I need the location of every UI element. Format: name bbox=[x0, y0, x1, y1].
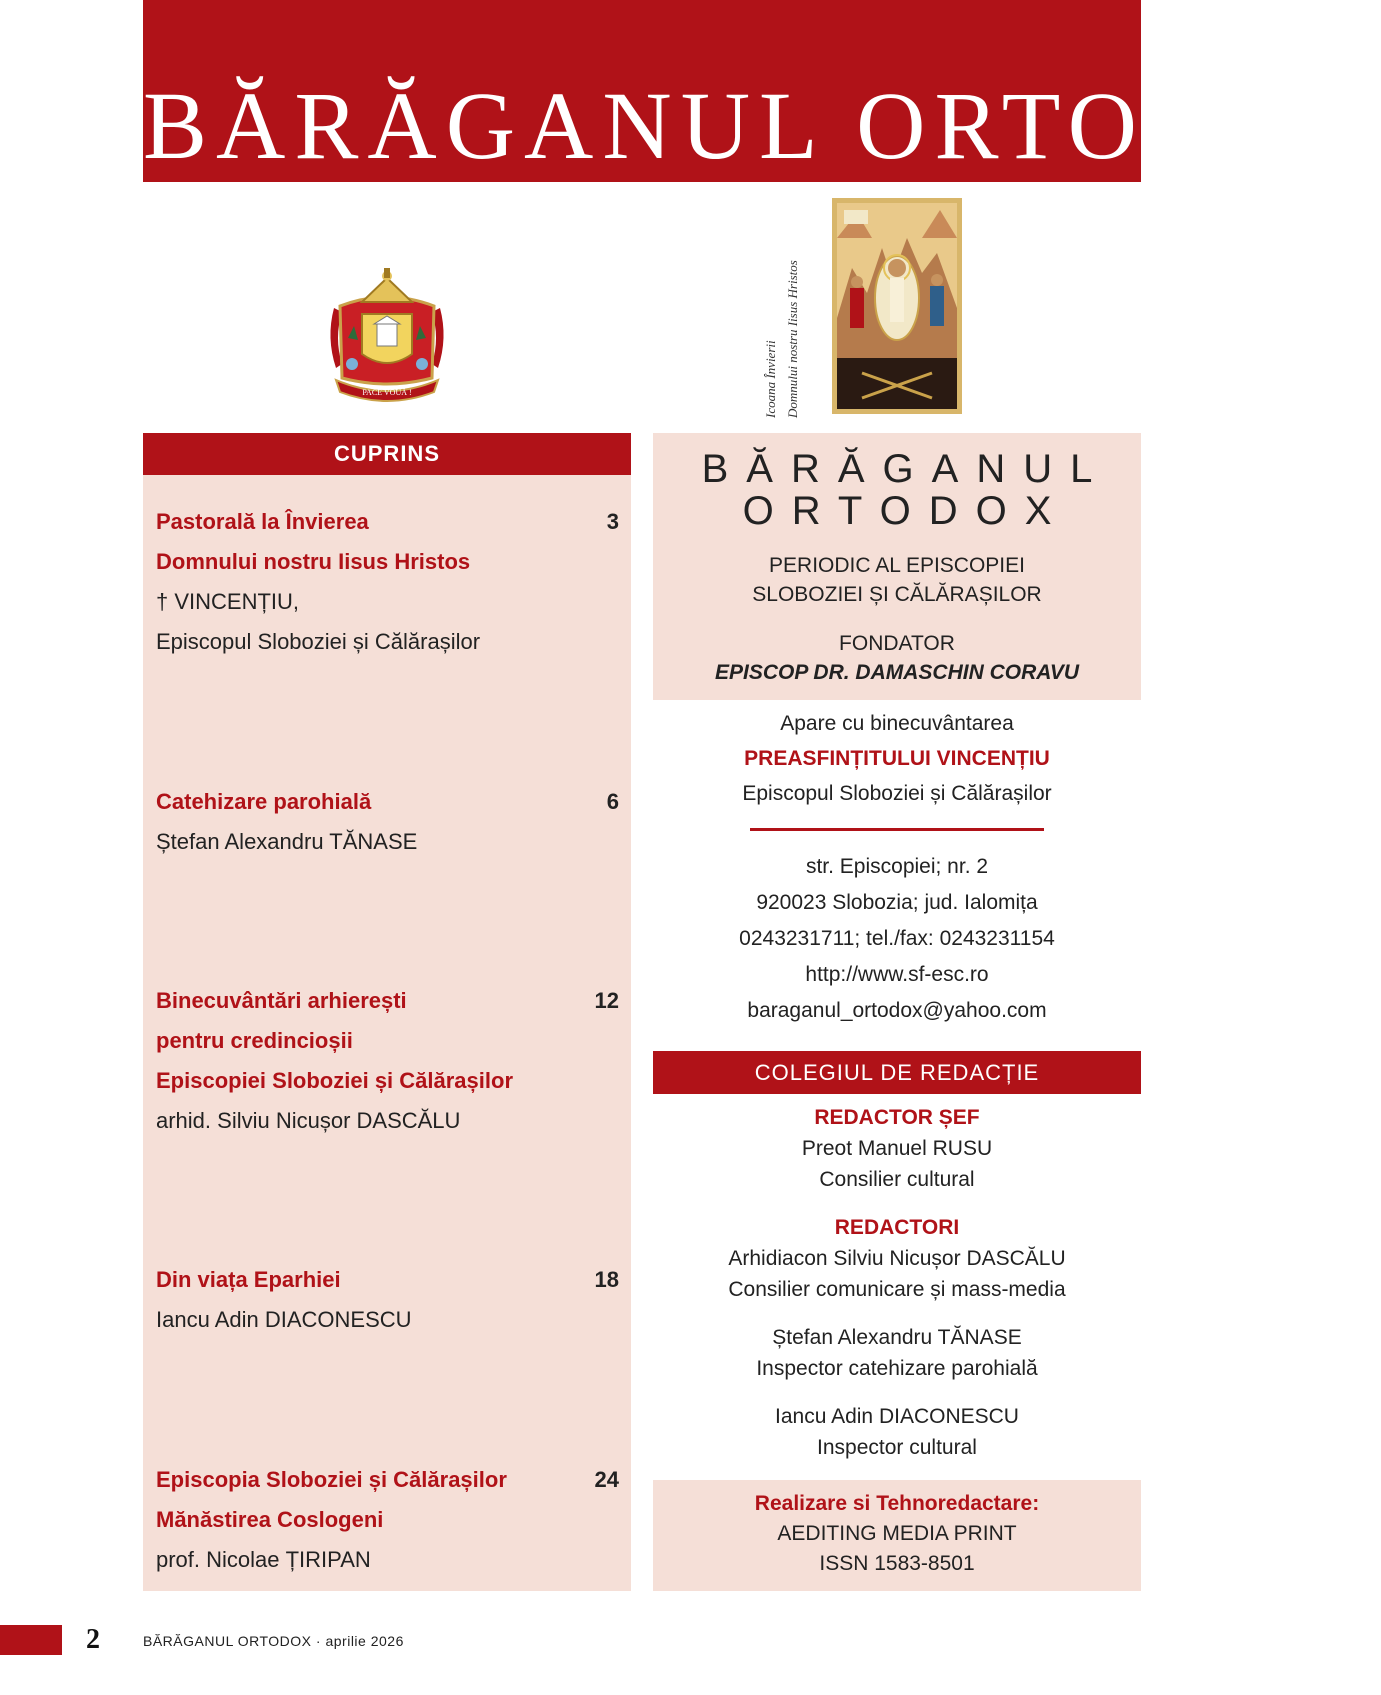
contact-phone: 0243231711; tel./fax: 0243231154 bbox=[739, 927, 1055, 950]
toc-entry-title: Domnului nostru Iisus Hristos bbox=[156, 549, 471, 574]
toc-entry[interactable] bbox=[156, 1260, 619, 1340]
blessing-line3: Episcopul Sloboziei și Călărașilor bbox=[742, 782, 1052, 805]
contact-city: 920023 Slobozia; jud. Ialomița bbox=[756, 891, 1038, 914]
editor-name: Ștefan Alexandru TĂNASE bbox=[772, 1326, 1022, 1349]
editorial-board-header: COLEGIUL DE REDACȚIE bbox=[653, 1051, 1141, 1094]
toc-entry[interactable] bbox=[156, 1460, 619, 1580]
chief-editor-name: Preot Manuel RUSU bbox=[801, 1137, 993, 1160]
toc-entry-title: Episcopiei Sloboziei și Călărașilor bbox=[156, 1068, 514, 1093]
footer-running-head bbox=[143, 1631, 404, 1651]
toc-entry-page: 18 bbox=[594, 1267, 619, 1292]
toc-entry-title: pentru credincioșii bbox=[156, 1028, 353, 1053]
resurrection-icon-image bbox=[832, 198, 962, 414]
publication-name-line1: BĂRĂGANUL bbox=[701, 447, 1111, 491]
periodic-line2: SLOBOZIEI ȘI CĂLĂRAȘILOR bbox=[752, 583, 1042, 606]
masthead-title: BĂRĂGANUL ORTODOX bbox=[143, 72, 1381, 179]
contact-email-link[interactable]: baraganul_ortodox@yahoo.com bbox=[747, 999, 1047, 1022]
episcopal-crest-icon bbox=[322, 268, 452, 408]
contact-street: str. Episcopiei; nr. 2 bbox=[805, 855, 989, 878]
editor-name: Iancu Adin DIACONESCU bbox=[775, 1405, 1019, 1428]
icon-caption-line2: Domnului nostru Iisus Hristos bbox=[785, 260, 800, 418]
footer-accent-bar bbox=[0, 1625, 62, 1655]
toc-entry[interactable] bbox=[156, 981, 619, 1141]
editor-role: Inspector cultural bbox=[817, 1436, 977, 1459]
masthead bbox=[143, 0, 1381, 182]
chief-editor-role: Consilier cultural bbox=[819, 1168, 975, 1191]
blessing-line1: Apare cu binecuvântarea bbox=[780, 712, 1014, 735]
blessing-line2: PREASFINȚITULUI VINCENȚIU bbox=[744, 747, 1050, 770]
periodic-line1: PERIODIC AL EPISCOPIEI bbox=[769, 554, 1025, 577]
toc-entry-author: prof. Nicolae ȚIRIPAN bbox=[156, 1547, 371, 1572]
founder-label: FONDATOR bbox=[839, 632, 955, 655]
credits-company: AEDITING MEDIA PRINT bbox=[777, 1522, 1017, 1545]
icon-caption-line1: Icoana Învierii bbox=[763, 340, 778, 418]
toc-entry-page: 6 bbox=[606, 789, 619, 814]
toc-entry[interactable] bbox=[156, 502, 619, 662]
toc-entry-title: Din viața Eparhiei bbox=[156, 1267, 341, 1292]
toc-entry-title: Episcopia Sloboziei și Călărașilor bbox=[156, 1467, 507, 1492]
contact-website-link[interactable]: http://www.sf-esc.ro bbox=[805, 963, 989, 986]
credits-box bbox=[653, 1480, 1141, 1591]
chief-editor-label: REDACTOR ȘEF bbox=[814, 1106, 980, 1129]
credits-label: Realizare si Tehnoredactare: bbox=[754, 1492, 1040, 1515]
toc-entry-title: Catehizare parohială bbox=[156, 789, 372, 814]
toc-entry-page: 3 bbox=[606, 509, 619, 534]
icon-caption bbox=[763, 222, 813, 418]
crest-motto: PACE VOUĂ ! bbox=[362, 388, 412, 397]
publication-name-line2: ORTODOX bbox=[742, 489, 1070, 533]
toc-entry-author: arhid. Silviu Nicușor DASCĂLU bbox=[156, 1108, 461, 1133]
toc-entry-title: Binecuvântări arhierești bbox=[156, 988, 407, 1013]
editor-role: Inspector catehizare parohială bbox=[756, 1357, 1038, 1380]
credits-issn: ISSN 1583-8501 bbox=[819, 1552, 975, 1575]
table-of-contents bbox=[143, 475, 631, 1591]
divider bbox=[750, 828, 1044, 831]
footer-publication: BĂRĂGANUL ORTODOX bbox=[143, 1633, 312, 1649]
toc-entry-author: † VINCENȚIU, bbox=[156, 589, 300, 614]
toc-entry-author: Iancu Adin DIACONESCU bbox=[156, 1307, 412, 1332]
toc-entry-author: Ștefan Alexandru TĂNASE bbox=[156, 829, 418, 854]
footer-issue: aprilie 2026 bbox=[325, 1633, 404, 1649]
editors-label: REDACTORI bbox=[834, 1216, 960, 1239]
page-number: 2 bbox=[86, 1624, 100, 1655]
toc-entry-title: Mănăstirea Coslogeni bbox=[156, 1507, 384, 1532]
toc-entry[interactable] bbox=[156, 782, 619, 862]
imprint-box bbox=[653, 433, 1141, 700]
founder-name: EPISCOP DR. DAMASCHIN CORAVU bbox=[714, 661, 1080, 684]
footer-separator: · bbox=[311, 1633, 326, 1649]
toc-entry-page: 12 bbox=[594, 988, 619, 1013]
toc-header: CUPRINS bbox=[143, 433, 631, 475]
editor-name: Arhidiacon Silviu Nicușor DASCĂLU bbox=[728, 1247, 1066, 1270]
toc-entry-title: Pastorală la Învierea bbox=[156, 509, 369, 534]
toc-entry-author: Episcopul Sloboziei și Călărașilor bbox=[156, 629, 481, 654]
editor-role: Consilier comunicare și mass-media bbox=[728, 1278, 1066, 1301]
toc-entry-page: 24 bbox=[594, 1467, 619, 1492]
